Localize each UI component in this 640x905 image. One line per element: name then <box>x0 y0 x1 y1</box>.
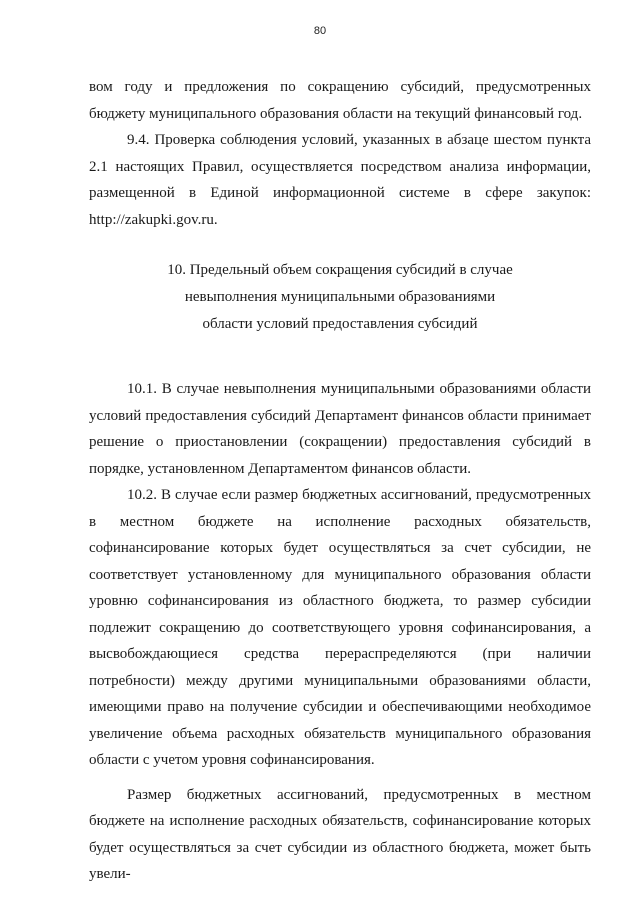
heading-line-3: области условий предоставления субсидий <box>202 316 478 332</box>
paragraph-continuation: вом году и предложения по сокращению субсидий, предусмотренных бюджету муниципального образования области на текущий финансовый год. <box>89 79 591 122</box>
document-body <box>89 74 591 888</box>
heading-line-2: невыполнения муниципальными образованиями <box>184 289 496 305</box>
paragraph-10-1: 10.1. В случае невыполнения муниципальными образованиями области условий предоставления субсидий Департамент финансов области принимает решение о приостановлении (сокращении) предоставления субсидий в порядке, установленном Департаментом финансов области. <box>89 381 591 477</box>
section-heading-10 <box>89 257 591 338</box>
paragraph-9-4: 9.4. Проверка соблюдения условий, указанных в абзаце шестом пункта 2.1 настоящих Правил, осуществляется посредством анализа информации, размещенной в Единой информационной системе в сфере закупок: http://zakupki.gov.ru. <box>89 132 591 228</box>
paragraph-budget-size: Размер бюджетных ассигнований, предусмотренных в местном бюджете на исполнение расходных обязательств, софинансирование которых будет осуществляться за счет субсидии из областного бюджета, может быть увели- <box>89 786 591 882</box>
page-number: 80 <box>313 25 327 37</box>
paragraph-10-2: 10.2. В случае если размер бюджетных ассигнований, предусмотренных в местном бюджете на исполнение расходных обязательств, софинансирование которых будет осуществляться за счет субсидии, не соответствует установленному для муниципального образования области уровню софинансирования из областного бюджета, то размер субсидии подлежит сокращению до соответствующего уровня софинансирования, а высвобождающиеся средства перераспределяются (при наличии потребности) между другими муниципальными образованиями области, имеющими право на получение субсидии и обеспечивающими необходимое увеличение объема расходных обязательств муниципального образования области с учетом уровня софинансирования. <box>89 487 591 768</box>
heading-line-1: 10. Предельный объем сокращения субсидий в случае <box>167 262 513 278</box>
